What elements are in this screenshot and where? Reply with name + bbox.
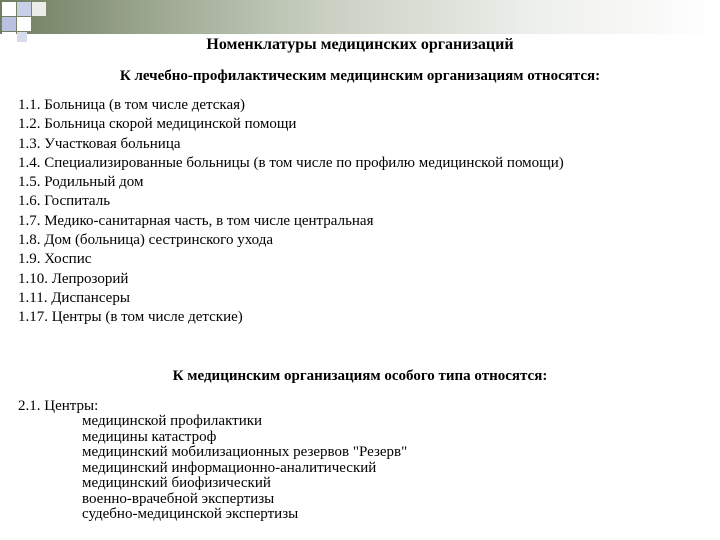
list-item: 1.17. Центры (в том числе детские) <box>18 309 243 326</box>
list-item: 1.8. Дом (больница) сестринского ухода <box>18 232 273 249</box>
decor-square <box>17 17 31 31</box>
decor-square <box>32 2 46 16</box>
list-item: 1.11. Диспансеры <box>18 289 130 306</box>
list-item: судебно-медицинской экспертизы <box>82 506 299 522</box>
list-item: 1.7. Медико-санитарная часть, в том числе центральная <box>18 212 374 229</box>
page-title: Номенклатуры медицинских организаций <box>206 36 514 53</box>
list-item: 1.9. Хоспис <box>18 251 92 268</box>
special-centers-list <box>82 414 407 523</box>
decor-square <box>2 2 16 16</box>
list-item: 1.1. Больница (в том числе детская) <box>18 97 246 113</box>
centers-label: 2.1. Центры: <box>18 398 99 414</box>
list-item: медицинской профилактики <box>82 413 263 429</box>
decor-square <box>2 17 16 31</box>
list-item: военно-врачебной экспертизы <box>82 490 275 507</box>
section2-heading: К медицинским организациям особого типа относятся: <box>172 368 548 384</box>
list-item: медицины катастроф <box>82 428 217 445</box>
list-item: медицинский биофизический <box>82 475 271 491</box>
treatment-organizations-list <box>18 96 564 328</box>
list-item: 1.2. Больница скорой медицинской помощи <box>18 116 297 133</box>
list-item: 1.4. Специализированные больницы (в том числе по профилю медицинской помощи) <box>18 154 564 171</box>
list-item: 1.5. Родильный дом <box>18 174 144 191</box>
decor-square <box>17 2 31 16</box>
header-banner <box>0 0 720 34</box>
list-item: 1.10. Лепрозорий <box>18 270 129 287</box>
list-item: медицинский информационно-аналитический <box>82 459 377 476</box>
list-item: 1.3. Участковая больница <box>18 135 181 152</box>
list-item: медицинский мобилизационных резервов "Резерв" <box>82 444 408 460</box>
list-item: 1.6. Госпиталь <box>18 193 111 210</box>
section1-heading: К лечебно-профилактическим медицинским организациям относятся: <box>119 68 601 84</box>
